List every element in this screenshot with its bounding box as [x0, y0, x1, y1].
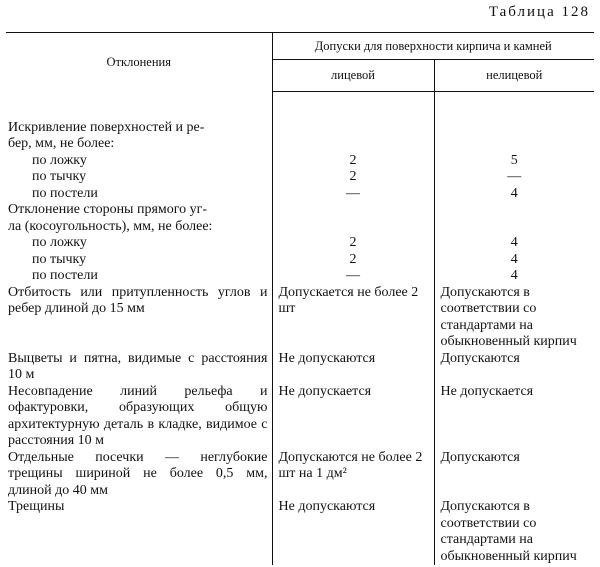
- column-header-nonface: нелицевой: [434, 60, 594, 91]
- face-value: 2: [349, 251, 357, 267]
- row-title-line: Искривление поверхностей и ре-: [8, 119, 205, 135]
- deviation-text: Несовпадение линий рельефа и офактуровки, образующих общую архитектурную деталь в кладке, видимое с расстояния 10 м: [8, 383, 268, 448]
- face-value: Не допускаются: [272, 499, 434, 565]
- column-header-face: лицевой: [272, 60, 434, 91]
- sub-item-label: по постели: [32, 185, 98, 201]
- tolerance-table: [6, 32, 594, 565]
- column-group-header: Допуски для поверхности кирпича и камней: [272, 33, 594, 60]
- sub-item-label: по ложку: [32, 235, 87, 250]
- nonface-value: 4: [510, 235, 518, 250]
- table-row: [6, 499, 594, 565]
- nonface-value: —: [507, 169, 522, 184]
- row-title-line: ла (косоугольность), мм, не более:: [8, 218, 213, 234]
- face-value: —: [346, 268, 360, 283]
- table-row: [6, 351, 594, 384]
- face-value: Не допускается: [272, 384, 434, 450]
- nonface-value: 4: [510, 185, 518, 201]
- face-value: Не допускаются: [272, 351, 434, 384]
- sub-item-label: по тычку: [32, 251, 87, 267]
- table-row: [6, 202, 594, 285]
- deviation-text: Отбитость или притупленность углов и ребер длиной до 15 мм: [8, 284, 268, 316]
- row-title-line: Отклонение стороны прямого уг-: [8, 202, 208, 217]
- nonface-value: 4: [510, 268, 518, 283]
- nonface-value: Допускаются: [434, 351, 594, 384]
- face-value: 2: [349, 169, 357, 184]
- deviation-text: Трещины: [8, 499, 65, 514]
- face-value: —: [346, 185, 360, 201]
- nonface-value: Допускаются: [434, 450, 594, 500]
- face-value: 2: [349, 235, 357, 250]
- table-row: [6, 285, 594, 351]
- nonface-value: 4: [510, 251, 518, 267]
- row-title-line: бер, мм, не более:: [8, 136, 115, 151]
- face-value: Допускаются не более 2 шт на 1 дм²: [272, 450, 434, 500]
- column-header-deviation: Отклонения: [6, 33, 272, 92]
- face-value: 2: [349, 152, 357, 168]
- table-row: [6, 120, 594, 203]
- sub-item-label: по тычку: [32, 169, 87, 184]
- sub-item-label: по ложку: [32, 152, 87, 168]
- deviation-text: Выцветы и пятна, видимые с расстояния 10 м: [8, 350, 268, 382]
- nonface-value: Допускаются в соответствии со стандартами на обыкновенный кирпич: [434, 285, 594, 351]
- sub-item-label: по постели: [32, 268, 98, 283]
- table-row: [6, 384, 594, 450]
- deviation-text: Отдельные посечки — неглубокие трещины шириной не более 0,5 мм, длиной до 40 мм: [8, 449, 268, 498]
- nonface-value: 5: [510, 152, 518, 168]
- face-value: Допускается не более 2 шт: [272, 285, 434, 351]
- table-row: [6, 450, 594, 500]
- table-caption: Таблица 128: [488, 4, 590, 20]
- nonface-value: Не допускается: [434, 384, 594, 450]
- nonface-value: Допускаются в соответствии со стандартами на обыкновенный кирпич: [434, 499, 594, 565]
